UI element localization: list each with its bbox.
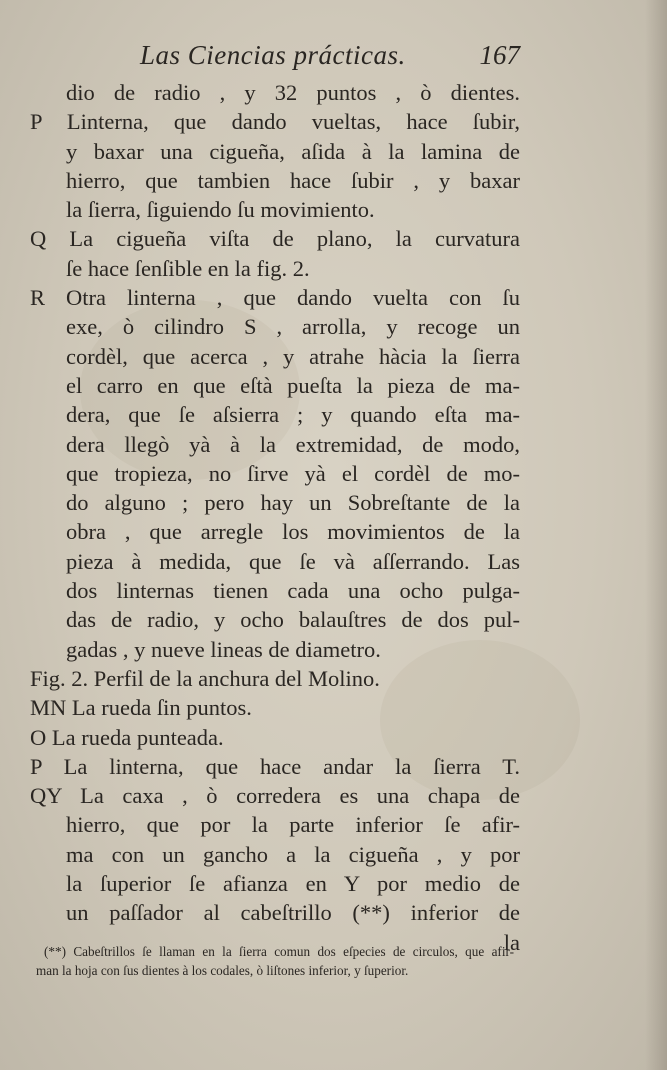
text-line: dera llegò yà à la extremidad, de modo,: [66, 431, 520, 457]
text-line: un paſſador al cabeſtrillo (**) inferior de: [66, 900, 520, 926]
page-header: [140, 40, 520, 76]
text-line: QY La caxa , ò corredera es una chapa de: [30, 783, 520, 809]
footnote-line: man la hoja con ſus dientes à los codales, ò liſtones inferior, y ſuperior.: [36, 963, 409, 978]
text-line: das de radio, y ocho balauſtres de dos pul-: [66, 607, 520, 633]
footnote-line: (**) Cabeſtrillos ſe llaman en la ſierra comun dos eſpecies de circulos, que afir-: [44, 944, 514, 959]
text-line: ma con un gancho a la cigueña , y por: [66, 841, 520, 867]
running-title: Las Ciencias prácticas.: [140, 40, 406, 70]
text-line: que tropieza, no ſirve yà el cordèl de mo-: [66, 460, 520, 486]
text-line: O La rueda punteada.: [30, 724, 224, 750]
text-line: Fig. 2. Perfil de la anchura del Molino.: [30, 665, 380, 691]
text-line: P Linterna, que dando vueltas, hace ſubir,: [30, 109, 520, 135]
text-line: y baxar una cigueña, aſida à la lamina de: [66, 138, 520, 164]
text-line: dos linternas tienen cada una ocho pulga-: [66, 578, 520, 604]
catchword: la: [503, 929, 520, 955]
text-line: gadas , y nueve lineas de diametro.: [66, 636, 381, 662]
text-line: cordèl, que acerca , y atrahe hàcia la ſierra: [66, 343, 520, 369]
text-line: hierro, que por la parte inferior ſe afir-: [66, 812, 520, 838]
text-line: la ſierra, ſiguiendo ſu movimiento.: [66, 197, 375, 223]
text-line: el carro en que eſtà pueſta la pieza de ma-: [66, 372, 520, 398]
text-line: hierro, que tambien hace ſubir , y baxar: [66, 167, 520, 193]
text-line: MN La rueda ſin puntos.: [30, 695, 252, 721]
text-line: P La linterna, que hace andar la ſierra T.: [30, 753, 520, 779]
body-text: [30, 78, 520, 957]
text-line: dio de radio , y 32 puntos , ò dientes.: [66, 80, 520, 105]
footnote: [36, 942, 514, 980]
text-line: Q La cigueña viſta de plano, la curvatura: [30, 226, 520, 252]
text-line: dera, que ſe aſsierra ; y quando eſta ma-: [66, 402, 520, 428]
text-line: la ſuperior ſe afianza en Y por medio de: [66, 871, 520, 897]
text-line: R Otra linterna , que dando vuelta con ſu: [30, 285, 520, 311]
text-line: ſe hace ſenſible en la fig. 2.: [66, 255, 310, 281]
text-line: pieza à medida, que ſe và aſſerrando. Las: [66, 548, 520, 574]
text-line: obra , que arregle los movimientos de la: [66, 519, 520, 545]
page-number: 167: [479, 40, 520, 70]
text-line: do alguno ; pero hay un Sobreſtante de la: [66, 490, 520, 516]
page-edge-shadow: [645, 0, 667, 1070]
text-line: exe, ò cilindro S , arrolla, y recoge un: [66, 314, 520, 340]
